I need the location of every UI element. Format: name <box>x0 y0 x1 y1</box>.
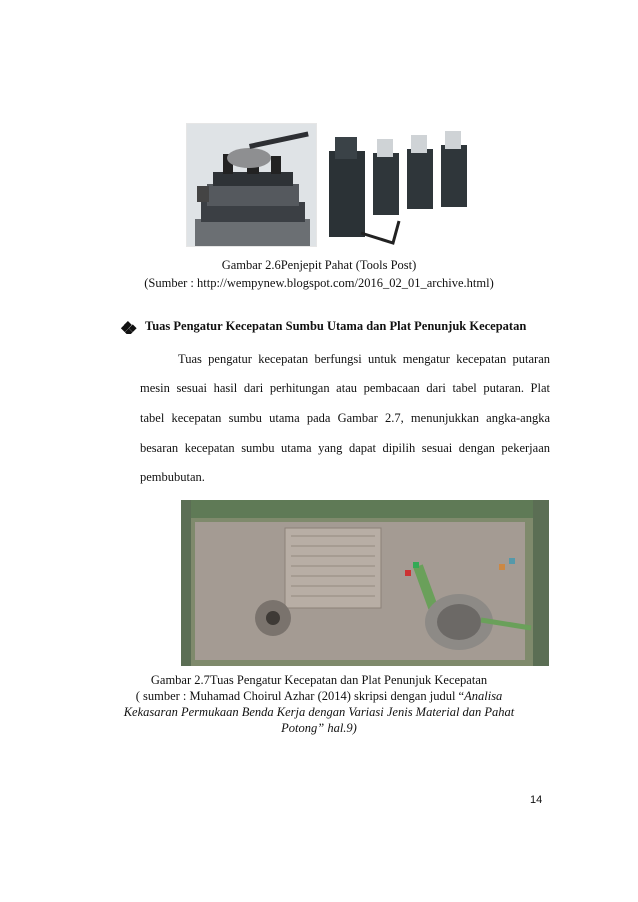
paragraph-line-2: mesin sesuai hasil dari perhitungan atau pembacaan dari tabel putaran. Plat <box>140 381 550 395</box>
section-heading <box>121 318 526 334</box>
paragraph-line-3: tabel kecepatan sumbu utama pada Gambar 2.7, menunjukkan angka-angka <box>140 411 550 425</box>
paragraph-line-4: besaran kecepatan sumbu utama yang dapat dipilih sesuai dengan pekerjaan <box>140 441 550 455</box>
diamond-bullet-icon <box>121 318 137 334</box>
figure-speed-lever-plate <box>181 500 549 666</box>
figure2-caption-source-line-1 <box>0 688 638 705</box>
tool-post-photo-left <box>186 123 317 247</box>
figure1-caption-title: Gambar 2.6Penjepit Pahat (Tools Post) <box>221 258 417 272</box>
tool-holders-photo-right <box>321 123 491 247</box>
figure2-caption-title: Gambar 2.7Tuas Pengatur Kecepatan dan Plat Penunjuk Kecepatan <box>150 673 488 687</box>
figure2-caption-source-italic-3: Potong” hal.9) <box>281 721 357 735</box>
figure-tool-post <box>186 123 491 247</box>
figure1-caption-source: (Sumber : http://wempynew.blogspot.com/2016_02_01_archive.html) <box>144 276 494 290</box>
paragraph-line-5: pembubutan. <box>140 470 205 484</box>
page-number: 14 <box>530 794 543 806</box>
figure2-caption-source-line-2 <box>0 704 638 721</box>
figure2-caption-source-italic-1: Analisa <box>464 689 503 703</box>
figure2-caption-source-text: ( sumber : Muhamad Choirul Azhar (2014) skripsi dengan judul “ <box>135 689 465 703</box>
figure2-caption-source-line-3 <box>0 720 638 737</box>
paragraph-line-1: Tuas pengatur kecepatan berfungsi untuk mengatur kecepatan putaran <box>178 352 550 366</box>
section-heading-text: Tuas Pengatur Kecepatan Sumbu Utama dan Plat Penunjuk Kecepatan <box>145 318 527 333</box>
figure2-caption-source-italic-2: Kekasaran Permukaan Benda Kerja dengan Variasi Jenis Material dan Pahat <box>123 705 515 719</box>
